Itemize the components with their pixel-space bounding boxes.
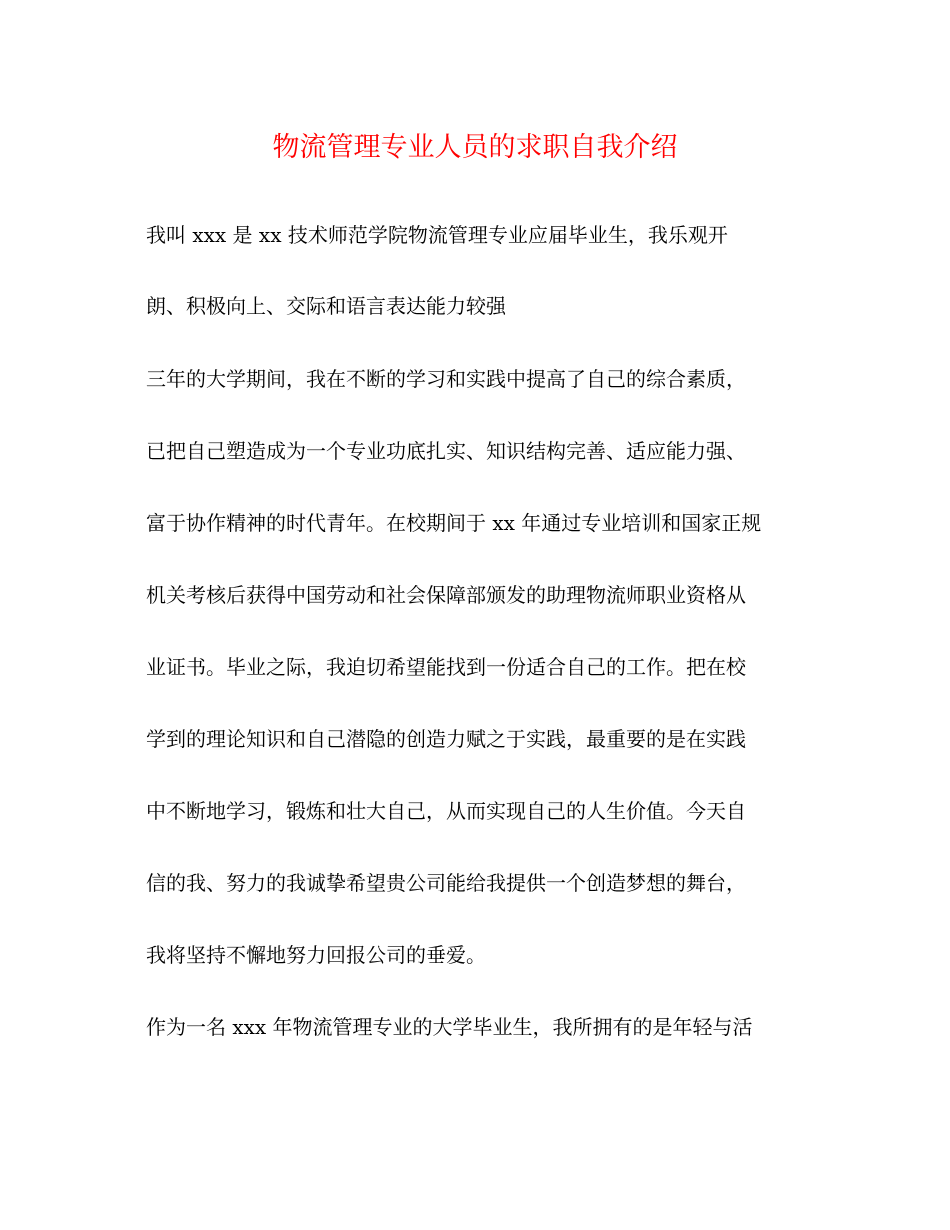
text-line: 已把自己塑造成为一个专业功底扎实、知识结构完善、适应能力强、 xyxy=(146,439,746,463)
document-title: 物流管理专业人员的求职自我介绍 xyxy=(272,132,678,163)
text-line: 我叫 xxx 是 xx 技术师范学院物流管理专业应届毕业生，我乐观开 xyxy=(146,223,728,247)
text-line: 富于协作精神的时代青年。在校期间于 xx 年通过专业培训和国家正规 xyxy=(146,511,762,535)
text-line: 信的我、努力的我诚挚希望贵公司能给我提供一个创造梦想的舞台， xyxy=(146,871,746,895)
text-line: 朗、积极向上、交际和语言表达能力较强 xyxy=(146,294,506,318)
text-line: 学到的理论知识和自己潜隐的创造力赋之于实践，最重要的是在实践 xyxy=(146,727,746,751)
text-line: 我将坚持不懈地努力回报公司的垂爱。 xyxy=(146,943,486,967)
text-line: 机关考核后获得中国劳动和社会保障部颁发的助理物流师职业资格从 xyxy=(146,583,746,607)
text-line: 三年的大学期间，我在不断的学习和实践中提高了自己的综合素质， xyxy=(146,367,746,391)
text-line: 中不断地学习，锻炼和壮大自己，从而实现自己的人生价值。今天自 xyxy=(146,799,746,823)
text-line: 业证书。毕业之际，我迫切希望能找到一份适合自己的工作。把在校 xyxy=(146,655,746,679)
text-line: 作为一名 xxx 年物流管理专业的大学毕业生，我所拥有的是年轻与活 xyxy=(146,1015,753,1039)
